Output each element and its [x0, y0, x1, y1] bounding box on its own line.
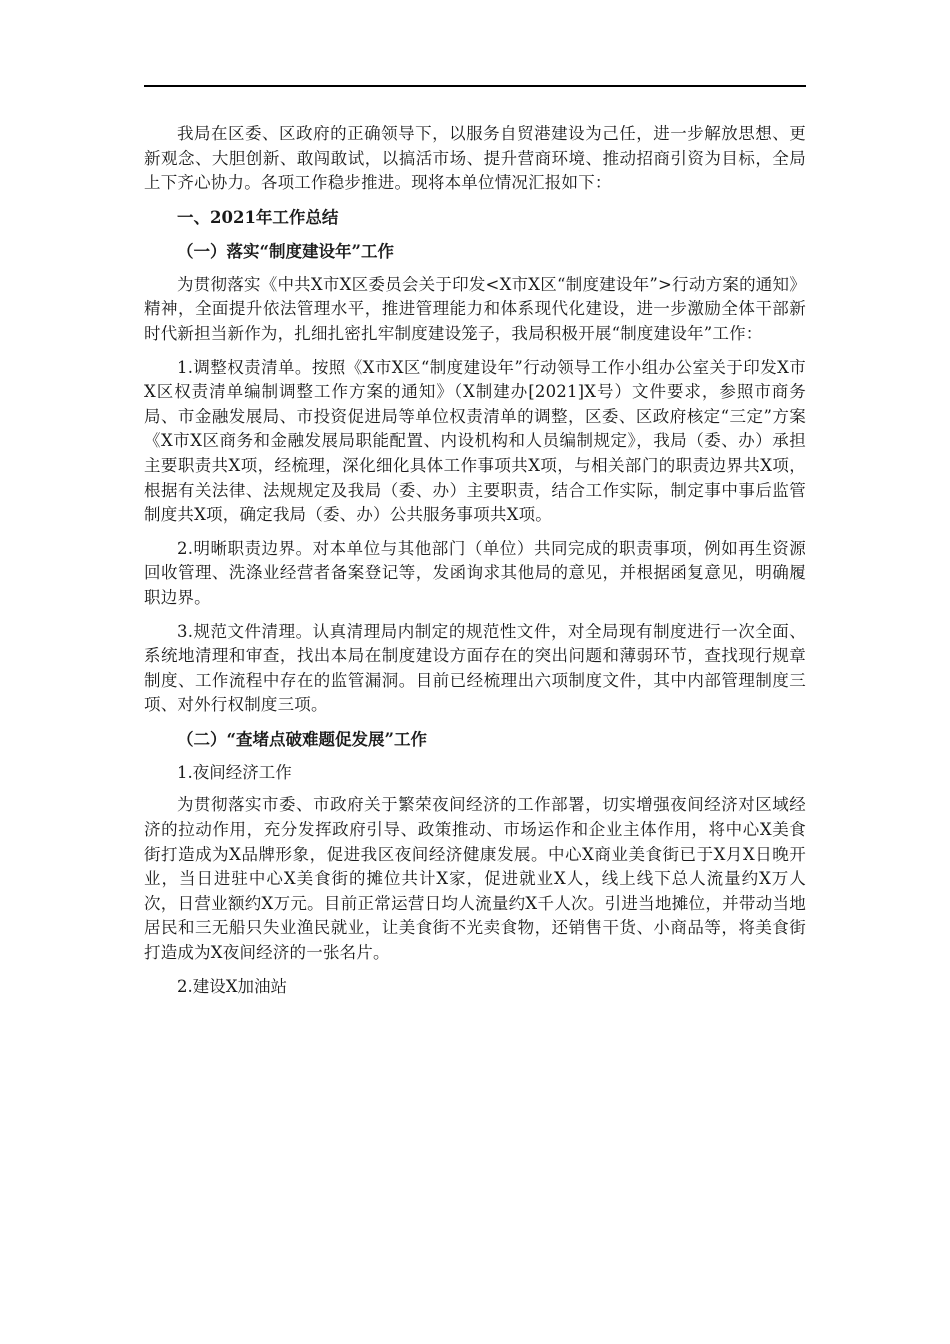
item-title-gas-station: 2.建设X加油站	[177, 976, 287, 996]
subsection-heading-problem-solving: （二）“查堵点破难题促发展”工作	[177, 729, 427, 749]
header-rule	[144, 85, 806, 87]
subsection1-intro-paragraph: 为贯彻落实《中共X市X区委员会关于印发<X市X区“制度建设年”>行动方案的通知》精神，全面提升依法管理水平，推进管理能力和体系现代化建设，进一步激励全体干部新时代新担当新作为，扎细扎密扎牢制度建设笼子，我局积极开展“制度建设年”工作：	[144, 274, 806, 343]
item-adjust-responsibility-list: 1.调整权责清单。按照《X市X区“制度建设年”行动领导工作小组办公室关于印发X市X区权责清单编制调整工作方案的通知》（X制建办[2021]X号）文件要求，参照市商务局、市金融发展局、市投资促进局等单位权责清单的调整，区委、区政府核定“三定”方案《X市X区商务和金融发展局职能配置、内设机构和人员编制规定》，我局（委、办）承担主要职责共X项，经梳理，深化细化具体工作事项共X项，与相关部门的职责边界共X项，根据有关法律、法规规定及我局（委、办）主要职责，结合工作实际，制定事中事后监管制度共X项，确定我局（委、办）公共服务事项共X项。	[144, 357, 806, 525]
subsection-heading-system-building: （一）落实“制度建设年”工作	[177, 241, 394, 261]
item-clarify-responsibility-boundary: 2.明晰职责边界。对本单位与其他部门（单位）共同完成的职责事项，例如再生资源回收管理、洗涤业经营者备案登记等，发函询求其他局的意见，并根据函复意见，明确履职边界。	[144, 538, 806, 607]
item-title-night-economy: 1.夜间经济工作	[177, 762, 292, 782]
night-economy-paragraph: 为贯彻落实市委、市政府关于繁荣夜间经济的工作部署，切实增强夜间经济对区域经济的拉动作用，充分发挥政府引导、政策推动、市场运作和企业主体作用，将中心X美食街打造成为X品牌形象，促进我区夜间经济健康发展。中心X商业美食街已于X月X日晚开业，当日进驻中心X美食街的摊位共计X家，促进就业X人，线上线下总人流量约X万人次，日营业额约X万元。目前正常运营日均人流量约X千人次。引进当地摊位，并带动当地居民和三无船只失业渔民就业，让美食街不光卖食物，还销售干货、小商品等，将美食街打造成为X夜间经济的一张名片。	[144, 795, 806, 963]
intro-paragraph: 我局在区委、区政府的正确领导下，以服务自贸港建设为己任，进一步解放思想、更新观念、大胆创新、敢闯敢试，以搞活市场、提升营商环境、推动招商引资为目标，全局上下齐心协力。各项工作稳步推进。现将本单位情况汇报如下：	[144, 124, 806, 193]
document-body	[144, 122, 806, 1007]
item-document-cleanup: 3.规范文件清理。认真清理局内制定的规范性文件，对全局现有制度进行一次全面、系统地清理和审查，找出本局在制度建设方面存在的突出问题和薄弱环节，查找现行规章制度、工作流程中存在的监管漏洞。目前已经梳理出六项制度文件，其中内部管理制度三项、对外行权制度三项。	[144, 621, 806, 715]
section-heading-work-summary: 一、2021年工作总结	[177, 207, 339, 227]
